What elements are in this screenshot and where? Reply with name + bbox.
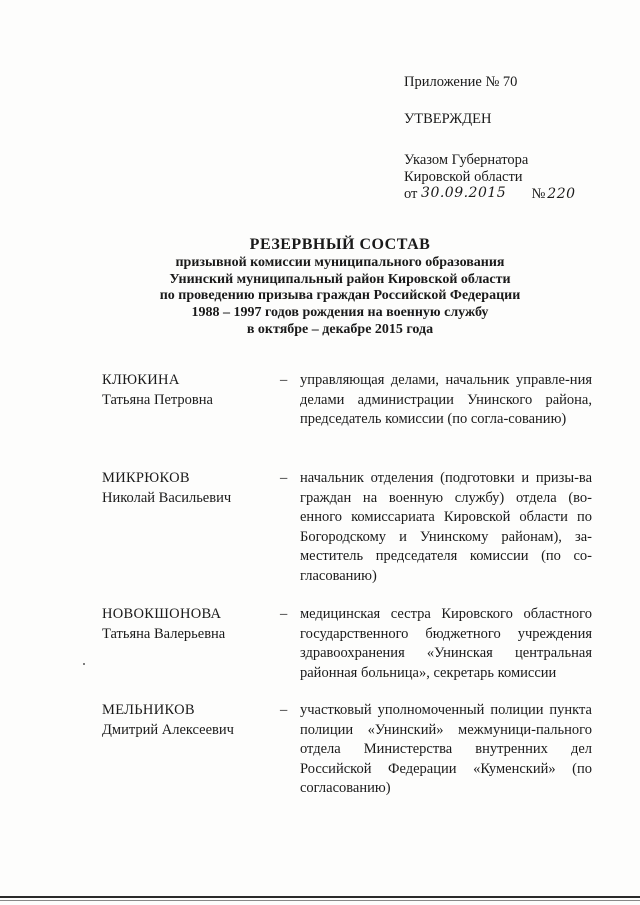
number-prefix: №: [531, 186, 546, 202]
decree-issuer: Указом Губернатора: [404, 152, 529, 168]
decree-region: Кировской области: [404, 169, 523, 185]
document-title-block: [60, 235, 620, 339]
document-title: РЕЗЕРВНЫЙ СОСТАВ: [249, 236, 431, 253]
title-line: в октябре – декабре 2015 года: [246, 321, 434, 337]
members-list: [102, 371, 592, 821]
member-name: [102, 469, 280, 605]
title-line: Унинский муниципальный район Кировской области: [169, 271, 511, 287]
title-line: по проведению призыва граждан Российской Федерации: [159, 288, 521, 304]
scan-speck: [83, 663, 85, 665]
member-surname: МИКРЮКОВ: [102, 470, 190, 486]
member-entry: [102, 701, 592, 821]
member-role: участковый уполномоченный полиции пункта полиции «Унинский» межмуници-пального отдела Министерства внутренних дел Российской Федерации «Куменский» (по согласованию): [300, 702, 592, 796]
page-bottom-edge-shadow: [0, 900, 640, 901]
date-prefix: от: [404, 186, 418, 202]
member-role: медицинская сестра Кировского областного государственного бюджетного учреждения здравоохранения «Унинская центральная районная больница», секретарь комиссии: [300, 606, 592, 681]
member-entry: [102, 371, 592, 469]
member-given-name: Николай Васильевич: [102, 489, 232, 506]
handwritten-number: 220: [547, 186, 576, 202]
member-name: [102, 605, 280, 701]
member-entry: [102, 605, 592, 701]
annex-number: Приложение № 70: [404, 74, 518, 90]
member-surname: НОВОКШОНОВА: [102, 606, 222, 622]
dash-separator: –: [280, 606, 288, 622]
member-surname: КЛЮКИНА: [102, 372, 180, 388]
member-name: [102, 371, 280, 469]
dash-separator: –: [280, 372, 288, 388]
member-given-name: Татьяна Валерьевна: [102, 625, 226, 642]
dash-separator: –: [280, 702, 288, 718]
approval-stamp-block: [404, 74, 576, 203]
member-given-name: Дмитрий Алексеевич: [102, 721, 234, 738]
member-role: управляющая делами, начальник управле-ния делами администрации Унинского района, председатель комиссии (по согла-сованию): [300, 372, 592, 427]
handwritten-date: 30.09.2015: [421, 185, 507, 201]
title-line: призывной комиссии муниципального образования: [175, 255, 505, 270]
dash-separator: –: [280, 470, 288, 486]
member-surname: МЕЛЬНИКОВ: [102, 702, 195, 718]
approved-label: УТВЕРЖДЕН: [404, 111, 492, 127]
member-entry: [102, 469, 592, 605]
decree-date-line: [404, 186, 576, 203]
page-bottom-edge: [0, 896, 640, 898]
member-given-name: Татьяна Петровна: [102, 391, 213, 408]
member-role: начальник отделения (подготовки и призы-ва граждан на военную службу) отдела (во-енного комиссариата Кировской области по Богородскому и Унинскому районам), за-меститель председателя комиссии (по со-гласованию): [300, 470, 592, 584]
member-name: [102, 701, 280, 821]
title-line: 1988 – 1997 годов рождения на военную службу: [191, 305, 489, 321]
